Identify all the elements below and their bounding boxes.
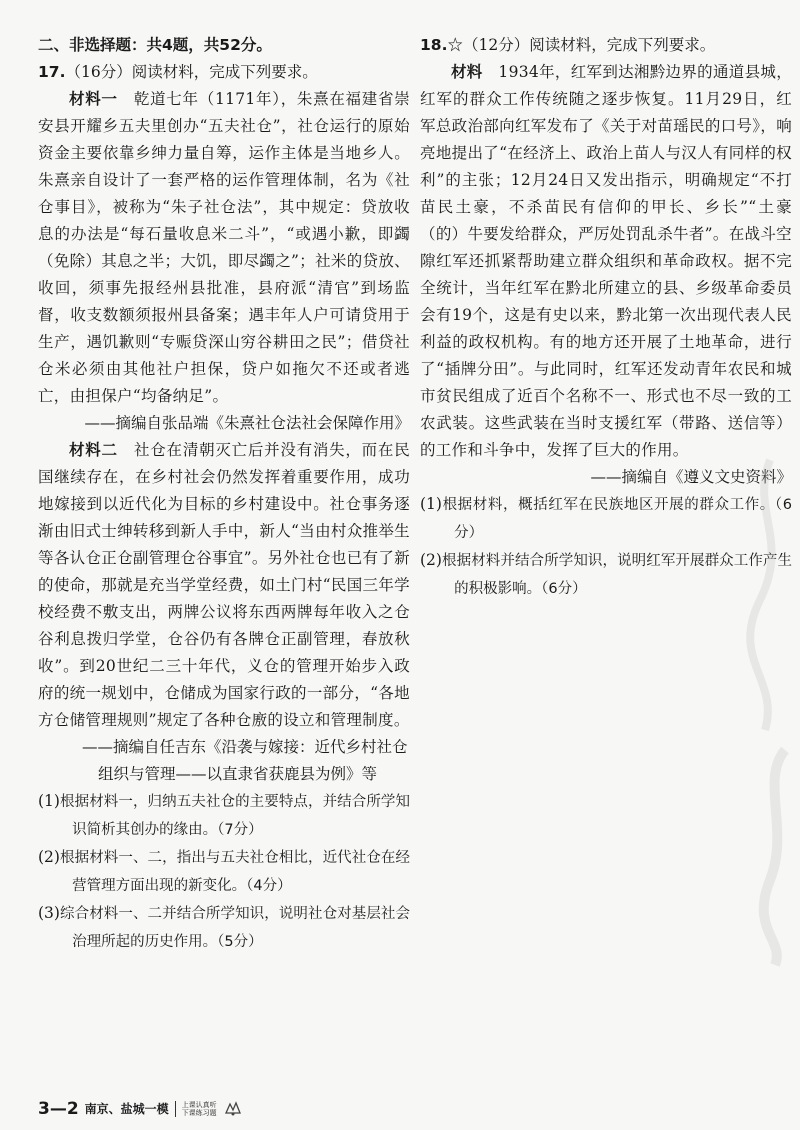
exam-name: 南京、盐城一模 — [84, 1101, 169, 1116]
question-17-number: 17. — [38, 63, 66, 81]
sub-question-text: 根据材料并结合所学知识，说明红军开展群众工作产生的积极影响。（6分） — [441, 553, 792, 597]
sub-question-text: 根据材料一，归纳五夫社仓的主要特点，并结合所学知识简析其创办的缘由。（7分） — [59, 794, 410, 838]
page-footer — [38, 1098, 243, 1120]
material-2-label: 材料二 — [69, 441, 118, 459]
material-18-label: 材料 — [451, 63, 483, 81]
left-column — [38, 32, 410, 956]
question-18-header — [420, 32, 792, 59]
question-17-instruction: （16分）阅读材料，完成下列要求。 — [65, 63, 318, 81]
mascot-icon — [223, 1101, 243, 1117]
material-2 — [38, 437, 410, 734]
question-17-header — [38, 59, 410, 86]
watermark-decoration — [730, 450, 800, 970]
material-2-source-line-2: 组织与管理——以直隶省获鹿县为例》等 — [98, 765, 378, 783]
material-1-source: ——摘编自张品端《朱熹社仓法社会保障作用》 — [84, 414, 410, 432]
sub-question-text: 综合材料一、二并结合所学知识，说明社仓对基层社会治理所起的历史作用。（5分） — [59, 906, 410, 950]
sub-question-text: 根据材料一、二，指出与五夫社仓相比，近代社仓在经营管理方面出现的新变化。（4分） — [59, 850, 410, 894]
sub-question-number: (3) — [38, 904, 60, 922]
sub-question-number: (1) — [420, 495, 442, 513]
sub-question-text: 根据材料，概括红军在民族地区开展的群众工作。（6分） — [441, 497, 792, 541]
footer-slogan — [182, 1101, 217, 1117]
question-17-sub-1 — [38, 788, 410, 844]
sub-question-number: (1) — [38, 792, 60, 810]
material-18 — [420, 59, 792, 464]
material-1-text: 乾道七年（1171年），朱熹在福建省崇安县开耀乡五夫里创办“五夫社仓”，社仓运行的原始资金主要依靠乡绅力量自筹，运作主体是当地乡人。朱熹亲自设计了一套严格的运作管理体制，名为《社仓事目》，被称为“朱子社仓法”，其中规定：贷放收息的办法是“每石量收息米二斗”，“或遇小歉，即蠲（免除）其息之半；大饥，即尽蠲之”；社米的贷放、收回，须事先报经州县批准，县府派“清官”到场监督，收支数额须报州县备案；遇丰年人户可请贷用于生产，遇饥歉则“专赈贷深山穷谷耕田之民”；借贷社仓米必须由其他社户担保，贷户如拖欠不还或者逃亡，由担保户“均备纳足”。 — [38, 90, 410, 405]
slogan-line-2: 下课练习题 — [181, 1109, 217, 1117]
material-1 — [38, 86, 410, 410]
slogan-line-1: 上课认真听 — [181, 1101, 217, 1109]
material-18-source: ——摘编自《遵义文史资料》 — [590, 468, 792, 486]
sub-question-number: (2) — [420, 551, 442, 569]
material-18-text: 1934年，红军到达湘黔边界的通道县城，红军的群众工作传统随之逐步恢复。11月29日，红军总政治部向红军发布了《关于对苗瑶民的口号》，响亮地提出了“在经济上、政治上苗人与汉人有同样的权利”的主张；12月24日又发出指示，明确规定“不打苗民土豪，不杀苗民有信仰的甲长、乡长”“土豪（的）牛要发给群众，严厉处罚乱杀牛者”。在战斗空隙红军还抓紧帮助建立群众组织和革命政权。据不完全统计，当年红军在黔北所建立的县、乡级革命委员会有19个，这是有史以来，黔北第一次出现代表人民利益的政权机构。有的地方还开展了土地革命，进行了“插牌分田”。与此同时，红军还发动青年农民和城市贫民组成了近百个名称不一、形式也不尽一致的工农武装。这些武装在当时支援红军（带路、送信等）的工作和斗争中，发挥了巨大的作用。 — [420, 63, 792, 459]
question-17-sub-2 — [38, 844, 410, 900]
question-17-sub-3 — [38, 900, 410, 956]
sub-question-number: (2) — [38, 848, 60, 866]
material-1-label: 材料一 — [69, 90, 118, 108]
material-2-text: 社仓在清朝灭亡后并没有消失，而在民国继续存在，在乡村社会仍然发挥着重要作用，成功地嫁接到以近代化为目标的乡村建设中。社仓事务逐渐由旧式士绅转移到新人手中，新人“当由村众推举生等各认仓正仓副管理仓谷事宜”。另外社仓也已有了新的使命，那就是充当学堂经费，如土门村“民国三年学校经费不敷支出，两牌公议将东西两牌每年收入之仓谷利息拨归学堂，仓谷仍有各牌仓正副管理，春放秋收”。到20世纪二三十年代，义仓的管理开始步入政府的统一规划中，仓储成为国家行政的一部分，“各地方仓储管理规则”规定了各种仓廒的设立和管理制度。 — [38, 441, 410, 729]
section-title: 二、非选择题：共4题，共52分。 — [38, 36, 272, 54]
page-number: 3—2 — [38, 1098, 79, 1119]
question-18-number: 18. — [420, 36, 448, 54]
material-2-source-line-1: ——摘编自任吉东《沿袭与嫁接：近代乡村社仓 — [82, 738, 408, 756]
question-18-instruction: ☆（12分）阅读材料，完成下列要求。 — [447, 36, 716, 54]
footer-divider — [175, 1101, 176, 1117]
